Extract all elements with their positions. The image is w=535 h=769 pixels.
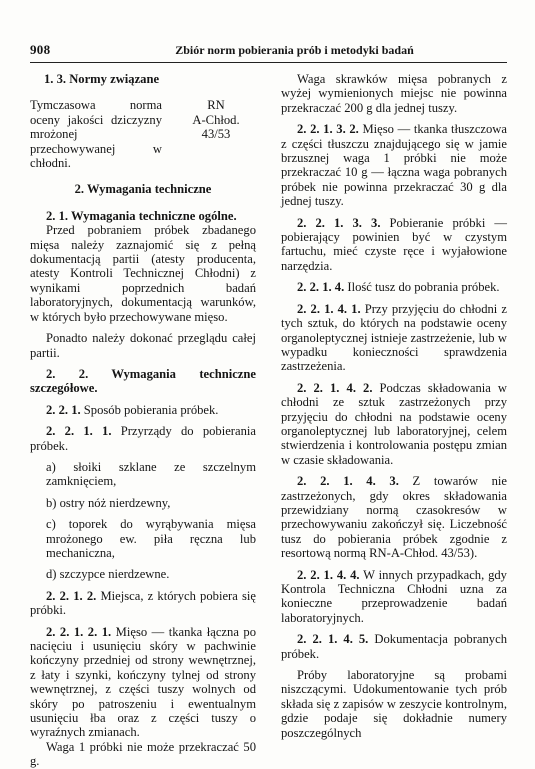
clause-number: 2. 2. 1. 3. 2. — [297, 122, 359, 137]
norms-table — [30, 98, 256, 170]
clause-text: Miejsca, z których pobiera się próbki. — [30, 588, 256, 618]
running-title: Zbiór norm pobierania prób i metodyki badań — [175, 43, 414, 57]
paragraph-sample-weight: Waga 1 próbki nie może przekraczać 50 g. — [30, 739, 256, 769]
clause-2-2-1-1 — [30, 424, 256, 453]
clause-number: 2. 2. 1. 1. — [46, 424, 112, 439]
clause-number: 2. 2. 1. — [46, 402, 81, 417]
section-heading-2-2: 2. 2. Wymagania techniczne szczegółowe. — [30, 366, 256, 396]
list-item-a: a) słoiki szklane ze szczelnym zamknięciem, — [46, 459, 256, 489]
clause-2-2-1-2-1 — [30, 625, 256, 740]
clause-number: 2. 2. 1. 4. 3. — [297, 474, 399, 489]
clause-number: 2. 2. 1. 4. 4. — [297, 567, 360, 582]
paragraph-inspection: Ponadto należy dokonać przeglądu całej partii. — [30, 331, 256, 360]
clause-2-2-1-4-3 — [281, 474, 507, 560]
clause-2-2-1-4 — [281, 280, 507, 294]
section-heading-1-3: 1. 3. Normy związane — [44, 72, 160, 86]
norm-code-line-2: A-Chłod. — [192, 112, 240, 127]
norm-code-line-3: 43/53 — [201, 127, 231, 142]
paragraph-lab-samples: Próby laboratoryjne są probami niszczącymi. Udokumentowanie tych prób składa się z zapisów w zeszycie kontrolnym, gdzie podaje się dokładnie numery poszczególnych — [281, 668, 507, 740]
clause-text: Ilość tusz do pobrania próbek. — [347, 280, 500, 295]
list-item-d: d) szczypce nierdzewne. — [46, 567, 170, 582]
clause-text: Sposób pobierania próbek. — [83, 402, 219, 417]
clause-text: Z towarów nie zastrzeżonych, gdy okres składowania przewidziany normą czasokresów w przechowywaniu zakończył się. Liczebność tusz do pobierania próbek zgodnie z resortową normą RN-A-Chłod. 43/53). — [281, 474, 507, 561]
clause-text: Przyrządy do pobierania próbek. — [30, 424, 256, 453]
right-column — [281, 72, 507, 740]
clause-text: Przy przyjęciu do chłodni z tych sztuk, do których na podstawie oceny organoleptycznej istnieje zastrzeżenie, lub w wypadku konieczności sprawdzenia zastrzeżenia. — [281, 301, 507, 374]
page-header — [30, 42, 507, 58]
clause-2-2-1-4-4 — [281, 568, 507, 626]
clause-number: 2. 2. 1. 2. 1. — [46, 624, 112, 639]
clause-text: Mięso — tkanka łączna po nacięciu i usunięciu skóry w pachwinie kończyny przedniej od strony wewnętrznej, z łaty i szynki, kończyny tylnej od strony wewnętrznej, z części tuszy wolnych od skóry po patroszeniu i ewentualnym usunięciu łba oraz z części tuszy o wyraźnych zmianach. — [30, 624, 256, 740]
paragraph-scrap-weight: Waga skrawków mięsa pobranych z wyżej wymienionych miejsc nie powinna przekraczać 200 g dla jednej tuszy. — [281, 72, 507, 115]
clause-number: 2. 2. 1. 4. 5. — [297, 632, 369, 647]
section-heading-2-1: 2. 1. Wymagania techniczne ogólne. — [46, 208, 237, 223]
norm-title: Tymczasowa norma oceny jakości dziczyzny mrożonej przechowywanej w chłodni. — [30, 98, 162, 171]
clause-number: 2. 2. 1. 2. — [46, 588, 97, 603]
clause-2-2-1-3-2 — [281, 122, 507, 208]
page-number: 908 — [30, 42, 51, 57]
clause-number: 2. 2. 1. 4. 2. — [297, 380, 373, 395]
clause-2-2-1-4-2 — [281, 381, 507, 467]
paragraph-documentation: Przed pobraniem próbek zbadanego mięsa należy zaznajomić się z pełną dokumentacją partii (atesty producenta, atesty Kontroli Technicznej Chłodni) z wynikami poprzednich badań laboratoryjnych, dokumentacją warunków, w których było przechowywane mięso. — [30, 223, 256, 324]
norm-code — [176, 98, 256, 170]
header-rule — [30, 62, 507, 63]
list-item-c: c) toporek do wyrąbywania mięsa mrożonego ew. piła ręczna lub mechaniczna, — [46, 517, 256, 560]
clause-2-2-1-4-1 — [281, 302, 507, 374]
list-item-b: b) ostry nóż nierdzewny, — [46, 495, 171, 510]
clause-text: Pobieranie próbki — pobierający powinien być w czystym fartuchu, mieć czyste ręce i wyjałowione narzędzia. — [281, 215, 507, 273]
clause-2-2-1 — [30, 403, 256, 417]
clause-2-2-1-3-3 — [281, 216, 507, 274]
left-column — [30, 72, 256, 769]
clause-number: 2. 2. 1. 3. 3. — [297, 215, 381, 230]
clause-2-2-1-2 — [30, 589, 256, 618]
clause-text: W innych przypadkach, gdy Kontrola Techniczna Chłodni uzna za konieczne przeprowadzenie badań laboratoryjnych. — [281, 567, 507, 625]
clause-text: Mięso — tkanka tłuszczowa z części tłuszczu znajdującego się w jamie brzusznej waga 1 próbki nie może przekraczać 10 g — łączna waga pobranych próbek nie powinna przekraczać 30 g dla jednej tuszy. — [281, 122, 507, 209]
clause-2-2-1-4-5 — [281, 632, 507, 661]
clause-text: Dokumentacja pobranych próbek. — [281, 632, 507, 661]
section-heading-2: 2. Wymagania techniczne — [74, 182, 212, 197]
clause-number: 2. 2. 1. 4. 1. — [297, 301, 361, 316]
clause-text: Podczas składowania w chłodni ze sztuk zastrzeżonych przy przyjęciu do chłodni na podstawie oceny organoleptycznej lub laboratoryjnej, celem stwierdzenia i kontrolowania postępu zmian w czasie składowania. — [281, 380, 507, 467]
clause-number: 2. 2. 1. 4. — [297, 280, 345, 295]
norm-code-line-1: RN — [207, 98, 225, 113]
